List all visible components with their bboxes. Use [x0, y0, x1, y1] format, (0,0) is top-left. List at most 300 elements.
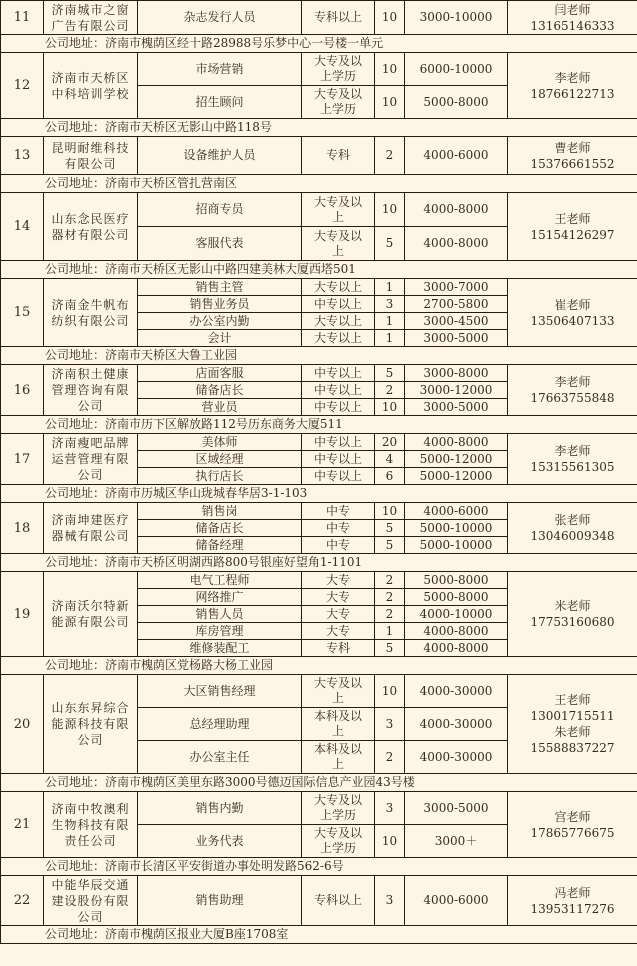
company-name	[44, 675, 138, 774]
contact-info	[508, 792, 637, 858]
job-title-text: 销售助理	[195, 893, 244, 907]
education-text-line: 大专及以	[313, 87, 362, 101]
job-title-text: 执行店长	[195, 468, 244, 483]
salary-range	[405, 503, 508, 520]
row-index-text: 20	[13, 716, 31, 732]
company-name-line: 公司	[77, 399, 104, 413]
job-title-text: 销售人员	[195, 606, 244, 621]
company-address-text: 公司地址：济南市槐荫区经十路28988号乐梦中心一号楼一单元	[45, 36, 384, 50]
company-name-line: 能源科技有限	[51, 717, 130, 731]
contact-line: 冯老师	[554, 885, 591, 900]
education-requirement	[302, 876, 375, 926]
row-index	[1, 1, 44, 35]
job-title-text: 招商专员	[195, 202, 244, 216]
headcount	[375, 137, 405, 175]
education-text-line: 上	[331, 757, 344, 771]
job-title	[138, 330, 302, 347]
education-requirement	[302, 1, 375, 35]
salary-range	[405, 382, 508, 399]
contact-line: 宫老师	[554, 809, 591, 824]
education-text-line: 上	[331, 209, 344, 224]
salary-text: 3000-7000	[423, 279, 489, 294]
education-text-line: 上学历	[319, 69, 356, 83]
headcount-text: 2	[385, 148, 394, 162]
salary-range	[405, 399, 508, 416]
company-address-text: 公司地址：济南市天桥区无影山中路四建美林大厦西塔501	[45, 262, 356, 276]
contact-info	[508, 137, 637, 175]
company-name-line: 济南金牛帆布	[51, 297, 130, 312]
job-title	[138, 279, 302, 296]
education-requirement	[302, 825, 375, 858]
company-name-line: 建设股份有限	[51, 893, 130, 908]
address-row	[1, 416, 637, 434]
headcount	[375, 296, 405, 313]
headcount	[375, 434, 405, 451]
education-text: 中专以上	[313, 451, 362, 466]
row-index	[1, 792, 44, 858]
job-title-text: 会计	[207, 330, 232, 345]
address-row	[1, 554, 637, 572]
contact-line: 15376661552	[530, 156, 615, 171]
job-title	[138, 623, 302, 640]
headcount-text: 1	[385, 279, 394, 294]
headcount-text: 3	[385, 296, 394, 311]
education-requirement	[302, 53, 375, 86]
salary-text: 3000-5000	[423, 800, 489, 815]
company-name-line: 济南中牧澳利	[51, 801, 130, 816]
education-requirement	[302, 640, 375, 657]
job-title-text: 营业员	[201, 399, 238, 414]
company-address-text: 公司地址：济南市历城区华山珑城春华居3-1-103	[45, 486, 308, 500]
contact-info	[508, 572, 637, 657]
contact-line: 王老师	[554, 211, 591, 226]
education-text: 中专以上	[313, 434, 362, 449]
company-name	[44, 137, 138, 175]
job-title	[138, 520, 302, 537]
education-requirement	[302, 708, 375, 741]
row-index-text: 12	[13, 78, 31, 93]
company-address	[1, 858, 637, 876]
row-index-text: 15	[13, 305, 31, 320]
education-text: 中专以上	[313, 365, 362, 380]
education-requirement	[302, 589, 375, 606]
salary-range	[405, 640, 508, 657]
salary-text: 4000-8000	[423, 640, 489, 655]
address-row	[1, 858, 637, 876]
contact-line: 17865776675	[530, 825, 615, 840]
contact-info	[508, 193, 637, 261]
salary-range	[405, 279, 508, 296]
job-title	[138, 589, 302, 606]
contact-line: 朱老师	[554, 725, 591, 739]
salary-text: 5000-10000	[419, 520, 493, 535]
contact-line: 崔老师	[554, 297, 591, 312]
job-title	[138, 296, 302, 313]
company-name-line: 广告有限公司	[51, 18, 130, 33]
salary-text: 4000-6000	[423, 503, 489, 518]
salary-text: 4000-8000	[423, 623, 489, 638]
address-row	[1, 119, 637, 137]
contact-line: 18766122713	[530, 86, 615, 101]
company-address-text: 公司地址：济南市长清区平安街道办事处明发路562-6号	[45, 859, 344, 873]
company-name-line: 济南城市之窗	[51, 2, 130, 17]
education-requirement	[302, 741, 375, 774]
education-text: 专科以上	[313, 893, 362, 907]
headcount	[375, 1, 405, 35]
row-index-text: 14	[13, 219, 31, 234]
job-title-text: 销售岗	[201, 503, 238, 518]
headcount	[375, 451, 405, 468]
salary-text: 3000-5000	[423, 399, 489, 414]
contact-line: 李老师	[554, 375, 591, 389]
job-title-text: 设备维护人员	[183, 148, 256, 162]
headcount-text: 10	[381, 503, 398, 518]
company-name-line: 济南市天桥区	[51, 70, 130, 85]
job-row	[1, 572, 637, 589]
salary-text: 4000-6000	[423, 148, 489, 162]
education-text-line: 上	[331, 724, 344, 738]
company-address	[1, 261, 637, 279]
salary-range	[405, 825, 508, 858]
job-title	[138, 313, 302, 330]
address-row	[1, 261, 637, 279]
job-title	[138, 53, 302, 86]
education-text-line: 上	[331, 691, 344, 705]
education-text-line: 大专及以	[313, 676, 362, 690]
company-name-line: 山东念民医疗	[51, 211, 130, 226]
company-address	[1, 485, 637, 503]
company-name-line: 山东东昇综合	[51, 701, 130, 715]
row-index	[1, 503, 44, 554]
job-title	[138, 792, 302, 825]
company-address	[1, 416, 637, 434]
company-name	[44, 876, 138, 926]
education-requirement	[302, 537, 375, 554]
row-index-text: 13	[13, 148, 31, 163]
company-name	[44, 193, 138, 261]
job-title-text: 店面客服	[195, 365, 244, 380]
company-address	[1, 554, 637, 572]
company-address	[1, 657, 637, 675]
salary-text: 3000-5000	[423, 330, 489, 345]
contact-info	[508, 53, 637, 119]
row-index-text: 16	[13, 382, 31, 398]
address-row	[1, 347, 637, 365]
contact-info	[508, 503, 637, 554]
company-name	[44, 572, 138, 657]
education-requirement	[302, 382, 375, 399]
company-name-line: 中科培训学校	[51, 86, 130, 101]
job-title	[138, 876, 302, 926]
job-title-text: 区域经理	[195, 451, 244, 466]
headcount-text: 5	[385, 537, 394, 552]
job-row	[1, 53, 637, 86]
salary-text: 5000-8000	[423, 589, 489, 604]
job-title-text: 维修装配工	[189, 640, 250, 655]
education-text-line: 大专及以	[313, 54, 362, 68]
education-text: 中专	[325, 537, 350, 552]
company-address-text: 公司地址：济南市天桥区大鲁工业园	[45, 348, 238, 362]
contact-info	[508, 675, 637, 774]
headcount	[375, 399, 405, 416]
job-title-text: 库房管理	[195, 623, 244, 638]
contact-line: 13953117276	[530, 901, 615, 916]
salary-text: 3000＋	[434, 833, 478, 848]
headcount-text: 2	[385, 589, 394, 604]
salary-range	[405, 792, 508, 825]
education-text: 大专	[325, 572, 350, 587]
salary-range	[405, 572, 508, 589]
headcount	[375, 640, 405, 657]
address-row	[1, 175, 637, 193]
job-title	[138, 227, 302, 261]
company-address-text: 公司地址：济南市天桥区管扎营南区	[45, 176, 238, 190]
job-row	[1, 193, 637, 227]
headcount	[375, 792, 405, 825]
salary-text: 6000-10000	[419, 61, 493, 76]
headcount-text: 5	[385, 640, 394, 655]
company-address	[1, 926, 637, 944]
salary-text: 5000-8000	[423, 572, 489, 587]
education-requirement	[302, 468, 375, 485]
education-text: 大专以上	[313, 279, 362, 294]
row-index	[1, 434, 44, 485]
education-requirement	[302, 296, 375, 313]
headcount-text: 2	[385, 606, 394, 621]
contact-info	[508, 876, 637, 926]
education-text-line: 本科及以	[313, 742, 362, 756]
job-row	[1, 279, 637, 296]
salary-text: 4000-8000	[423, 202, 489, 216]
job-title	[138, 741, 302, 774]
row-index	[1, 137, 44, 175]
company-name	[44, 792, 138, 858]
headcount	[375, 606, 405, 623]
salary-range	[405, 876, 508, 926]
company-address	[1, 774, 637, 792]
headcount	[375, 193, 405, 227]
salary-range	[405, 589, 508, 606]
contact-line: 李老师	[554, 70, 591, 85]
salary-range	[405, 53, 508, 86]
headcount-text: 5	[385, 236, 394, 250]
company-name	[44, 434, 138, 485]
education-requirement	[302, 227, 375, 261]
salary-range	[405, 606, 508, 623]
headcount	[375, 589, 405, 606]
headcount-text: 1	[385, 313, 394, 328]
salary-range	[405, 227, 508, 261]
company-name-line: 济南坤建医疗	[51, 513, 130, 527]
headcount	[375, 468, 405, 485]
job-title-text: 销售业务员	[189, 296, 250, 311]
job-title-text: 储备店长	[195, 520, 244, 535]
job-title-text: 办公室内勤	[189, 313, 250, 328]
address-row	[1, 485, 637, 503]
headcount	[375, 675, 405, 708]
salary-range	[405, 623, 508, 640]
company-name-line: 昆明耐维科技	[51, 140, 130, 155]
salary-text: 5000-10000	[419, 537, 493, 552]
salary-range	[405, 451, 508, 468]
job-title-text: 美体师	[201, 434, 238, 449]
company-address	[1, 35, 637, 53]
salary-text: 4000-10000	[419, 606, 493, 621]
contact-line: 13001715511	[530, 709, 615, 723]
job-title-text: 客服代表	[195, 236, 244, 250]
salary-range	[405, 520, 508, 537]
salary-text: 4000-8000	[423, 434, 489, 449]
contact-info	[508, 365, 637, 416]
job-title-text: 销售主管	[195, 279, 244, 294]
headcount-text: 3	[385, 893, 394, 907]
job-title	[138, 708, 302, 741]
headcount	[375, 53, 405, 86]
job-title	[138, 537, 302, 554]
headcount-text: 3	[385, 716, 394, 731]
company-name	[44, 53, 138, 119]
education-text-line: 上学历	[319, 808, 356, 822]
job-row	[1, 792, 637, 825]
headcount-text: 10	[381, 94, 398, 109]
row-index	[1, 675, 44, 774]
headcount-text: 10	[381, 61, 398, 76]
headcount	[375, 279, 405, 296]
job-title	[138, 365, 302, 382]
row-index	[1, 193, 44, 261]
company-name-line: 器械有限公司	[51, 529, 130, 543]
headcount-text: 4	[385, 451, 394, 466]
contact-line: 闫老师	[554, 2, 591, 17]
company-address-text: 公司地址：济南市槐荫区报业大厦B座1708室	[45, 927, 289, 941]
contact-line: 曹老师	[554, 140, 591, 155]
education-text: 中专	[325, 520, 350, 535]
headcount-text: 2	[385, 382, 394, 397]
salary-range	[405, 741, 508, 774]
headcount	[375, 876, 405, 926]
row-index-text: 18	[13, 520, 31, 536]
job-title	[138, 606, 302, 623]
contact-line: 张老师	[554, 513, 591, 527]
company-address	[1, 175, 637, 193]
salary-range	[405, 708, 508, 741]
contact-line: 17753160680	[530, 615, 615, 629]
headcount-text: 1	[385, 330, 394, 345]
company-name-line: 济南积土健康	[51, 367, 130, 381]
company-name-line: 济南沃尔特新	[51, 599, 130, 613]
job-title-text: 电气工程师	[189, 572, 250, 587]
headcount-text: 3	[385, 800, 394, 815]
salary-range	[405, 296, 508, 313]
salary-text: 4000-8000	[423, 236, 489, 250]
education-text: 大专以上	[313, 330, 362, 345]
company-name-line: 运营管理有限	[51, 452, 130, 466]
education-requirement	[302, 606, 375, 623]
company-name-line: 责任公司	[64, 833, 117, 848]
job-title	[138, 572, 302, 589]
salary-text: 3000-12000	[419, 382, 493, 397]
headcount	[375, 623, 405, 640]
education-text: 大专	[325, 589, 350, 604]
contact-info	[508, 279, 637, 347]
headcount	[375, 572, 405, 589]
headcount-text: 5	[385, 520, 394, 535]
salary-range	[405, 675, 508, 708]
job-title-text: 储备经理	[195, 537, 244, 552]
company-address-text: 公司地址：济南市槐荫区党杨路大杨工业园	[45, 658, 274, 672]
education-requirement	[302, 330, 375, 347]
company-name-line: 公司	[77, 468, 104, 482]
company-address-text: 公司地址：济南市历下区解放路112号历东商务大厦511	[45, 417, 343, 431]
row-index-text: 22	[13, 893, 31, 908]
education-text-line: 上学历	[319, 102, 356, 116]
row-index-text: 11	[13, 10, 31, 25]
headcount-text: 2	[385, 749, 394, 764]
salary-text: 4000-30000	[419, 749, 493, 764]
company-address	[1, 119, 637, 137]
contact-line: 15588837227	[530, 741, 615, 755]
salary-range	[405, 313, 508, 330]
row-index-text: 21	[13, 817, 31, 832]
education-text: 大专	[325, 623, 350, 638]
row-index	[1, 279, 44, 347]
education-requirement	[302, 399, 375, 416]
job-title-text: 办公室主任	[189, 749, 250, 764]
education-requirement	[302, 193, 375, 227]
headcount-text: 10	[381, 399, 398, 414]
contact-line: 17663755848	[530, 391, 615, 405]
education-requirement	[302, 520, 375, 537]
job-title-text: 市场营销	[195, 61, 244, 76]
headcount	[375, 708, 405, 741]
job-title	[138, 825, 302, 858]
contact-line: 李老师	[554, 444, 591, 458]
education-requirement	[302, 792, 375, 825]
contact-line: 米老师	[554, 599, 591, 613]
headcount	[375, 741, 405, 774]
company-address-text: 公司地址：济南市天桥区无影山中路118号	[45, 120, 272, 134]
job-title	[138, 434, 302, 451]
contact-line: 13506407133	[530, 313, 615, 328]
education-text-line: 大专及以	[313, 826, 362, 840]
job-title	[138, 468, 302, 485]
job-row	[1, 876, 637, 926]
company-address-text: 公司地址：济南市槐荫区美里东路3000号德迈国际信息产业园43号楼	[45, 775, 415, 789]
address-row	[1, 35, 637, 53]
salary-range	[405, 193, 508, 227]
company-name-line: 公司	[77, 909, 104, 924]
job-row	[1, 1, 637, 35]
education-requirement	[302, 365, 375, 382]
salary-text: 3000-4500	[423, 313, 489, 328]
company-name-line: 济南瘦吧品牌	[51, 436, 130, 450]
education-requirement	[302, 313, 375, 330]
job-title-text: 招生顾问	[195, 94, 244, 109]
salary-text: 5000-12000	[419, 468, 493, 483]
headcount-text: 5	[385, 365, 394, 380]
education-text: 专科以上	[313, 10, 362, 24]
headcount	[375, 227, 405, 261]
address-row	[1, 774, 637, 792]
company-name-line: 公司	[77, 733, 104, 747]
contact-line: 王老师	[554, 693, 591, 707]
salary-range	[405, 137, 508, 175]
job-title-text: 业务代表	[195, 833, 244, 848]
row-index-text: 19	[13, 606, 31, 622]
headcount	[375, 313, 405, 330]
education-text: 中专以上	[313, 382, 362, 397]
salary-range	[405, 86, 508, 119]
